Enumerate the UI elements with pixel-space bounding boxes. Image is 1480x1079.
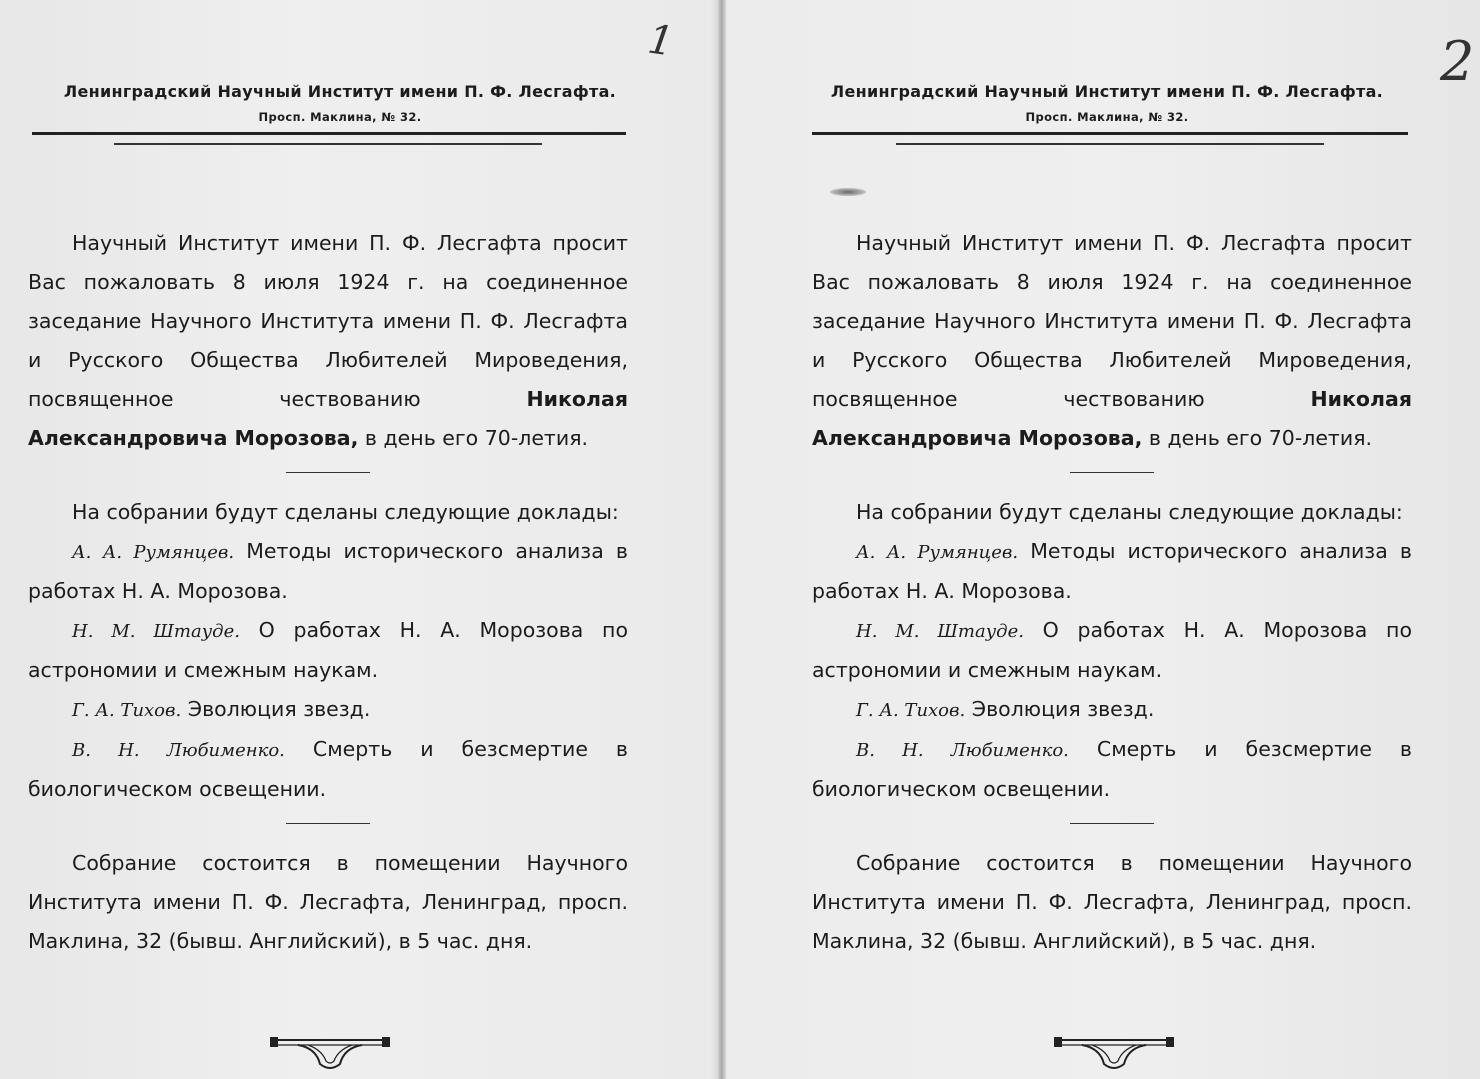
report-author: А. А. Румянцев. <box>856 542 1019 563</box>
section-separator <box>1070 823 1154 824</box>
report-item <box>812 690 1412 730</box>
invitation-body <box>28 224 628 961</box>
intro-paragraph <box>28 224 628 458</box>
header-rule <box>32 132 626 135</box>
venue-paragraph: Собрание состоится в помещении Научного Института имени П. Ф. Лесгафта, Ленинград, просп. Маклина, 32 (бывш. Английский), в 5 час. дня. <box>812 851 1412 953</box>
reports-heading: На собрании будут сделаны следующие доклады: <box>856 500 1403 524</box>
handwritten-page-number: 1 <box>644 16 677 66</box>
report-title: Методы исторического анализа в работах Н. А. Морозова. <box>28 539 628 603</box>
report-author: Н. М. Штауде. <box>72 621 240 642</box>
intro-paragraph <box>812 224 1412 458</box>
report-title: Методы исторического анализа в работах Н. А. Морозова. <box>812 539 1412 603</box>
report-item <box>812 532 1412 611</box>
invitation-body <box>812 224 1412 961</box>
institute-title: Ленинградский Научный Институт имени П. Ф. Лесгафта. <box>830 82 1384 101</box>
report-author: В. Н. Любименко. <box>72 740 285 761</box>
header-rule <box>812 132 1408 135</box>
invitation-page-2 <box>730 0 1480 1079</box>
invitation-page-1 <box>0 0 722 1079</box>
ink-smudge <box>830 188 866 196</box>
report-author: Г. А. Тихов. <box>72 700 182 721</box>
reports-heading: На собрании будут сделаны следующие доклады: <box>72 500 619 524</box>
header-rule-thin <box>114 143 542 145</box>
report-author: В. Н. Любименко. <box>856 740 1069 761</box>
report-title: Эволюция звезд. <box>971 697 1155 721</box>
handwritten-page-number: 2 <box>1440 30 1475 93</box>
report-title: Эволюция звезд. <box>187 697 371 721</box>
report-item <box>28 690 628 730</box>
honoree-name: Николая Александровича Морозова, <box>28 387 628 450</box>
report-item <box>28 532 628 611</box>
report-author: А. А. Румянцев. <box>72 542 235 563</box>
report-item <box>28 611 628 690</box>
intro-text: Научный Институт имени П. Ф. Лесгафта просит Вас пожаловать 8 июля 1924 г. на соединенное заседание Научного Института имени П. Ф. Лесгафта и Русского Общества Любителей Мироведения, посвященное чествованию <box>28 231 628 411</box>
report-item <box>812 611 1412 690</box>
printers-ornament-icon <box>1052 1034 1176 1074</box>
intro-ending: в день его 70-летия. <box>364 426 589 450</box>
report-title: О работах Н. А. Морозова по астрономии и смежным наукам. <box>812 618 1412 682</box>
report-author: Н. М. Штауде. <box>856 621 1024 642</box>
intro-ending: в день его 70-летия. <box>1148 426 1373 450</box>
section-separator <box>1070 472 1154 473</box>
printers-ornament-icon <box>268 1034 392 1074</box>
report-title: Смерть и безсмертие в биологическом освещении. <box>812 737 1412 801</box>
section-separator <box>286 472 370 473</box>
report-item <box>812 730 1412 809</box>
honoree-name: Николая Александровича Морозова, <box>812 387 1412 450</box>
intro-text: Научный Институт имени П. Ф. Лесгафта просит Вас пожаловать 8 июля 1924 г. на соединенное заседание Научного Института имени П. Ф. Лесгафта и Русского Общества Любителей Мироведения, посвященное чествованию <box>812 231 1412 411</box>
institute-title: Ленинградский Научный Институт имени П. Ф. Лесгафта. <box>63 82 617 101</box>
report-title: Смерть и безсмертие в биологическом освещении. <box>28 737 628 801</box>
report-item <box>28 730 628 809</box>
report-title: О работах Н. А. Морозова по астрономии и смежным наукам. <box>28 618 628 682</box>
report-author: Г. А. Тихов. <box>856 700 966 721</box>
institute-address: Просп. Маклина, № 32. <box>1025 110 1189 124</box>
section-separator <box>286 823 370 824</box>
header-rule-thin <box>896 143 1324 145</box>
venue-paragraph: Собрание состоится в помещении Научного Института имени П. Ф. Лесгафта, Ленинград, просп. Маклина, 32 (бывш. Английский), в 5 час. дня. <box>28 851 628 953</box>
institute-address: Просп. Маклина, № 32. <box>258 110 422 124</box>
